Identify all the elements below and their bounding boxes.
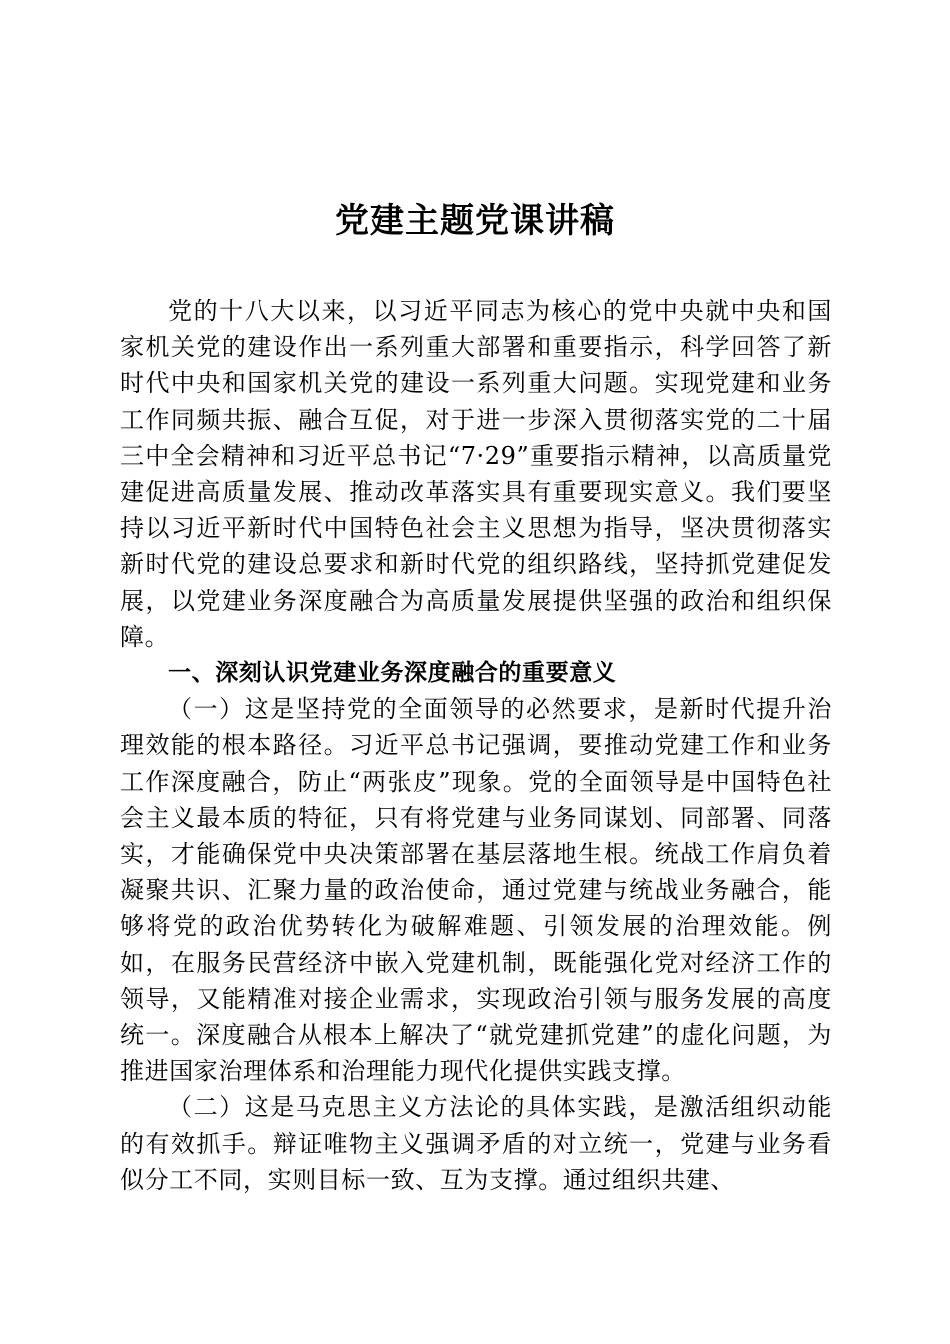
- intro-paragraph: 党的十八大以来，以习近平同志为核心的党中央就中央和国家机关党的建设作出一系列重大部署和重要指示，科学回答了新时代中央和国家机关党的建设一系列重大问题。实现党建和业务工作同频共振、融合互促，对于进一步深入贯彻落实党的二十届三中全会精神和习近平总书记“7·29”重要指示精神，以高质量党建促进高质量发展、推动改革落实具有重要现实意义。我们要坚持以习近平新时代中国特色社会主义思想为指导，坚决贯彻落实新时代党的建设总要求和新时代党的组织路线，坚持抓党建促发展，以党建业务深度融合为高质量发展提供坚强的政治和组织保障。: [120, 297, 832, 651]
- subsection-paragraph-2: （二）这是马克思主义方法论的具体实践，是激活组织动能的有效抓手。辩证唯物主义强调矛盾的对立统一，党建与业务看似分工不同，实则目标一致、互为支撑。通过组织共建、: [120, 1093, 832, 1194]
- document-title: 党建主题党课讲稿: [335, 201, 615, 241]
- subsection-paragraph-1: （一）这是坚持党的全面领导的必然要求，是新时代提升治理效能的根本路径。习近平总书记强调，要推动党建工作和业务工作深度融合，防止“两张皮”现象。党的全面领导是中国特色社会主义最本质的特征，只有将党建与业务同谋划、同部署、同落实，才能确保党中央决策部署在基层落地生根。统战工作肩负着凝聚共识、汇聚力量的政治使命，通过党建与统战业务融合，能够将党的政治优势转化为破解难题、引领发展的治理效能。例如，在服务民营经济中嵌入党建机制，既能强化党对经济工作的领导，又能精准对接企业需求，实现政治引领与服务发展的高度统一。深度融合从根本上解决了“就党建抓党建”的虚化问题，为推进国家治理体系和治理能力现代化提供实践支撑。: [120, 695, 832, 1086]
- section-heading-1: 一、深刻认识党建业务深度融合的重要意义: [168, 660, 617, 687]
- document-body: [120, 293, 832, 1198]
